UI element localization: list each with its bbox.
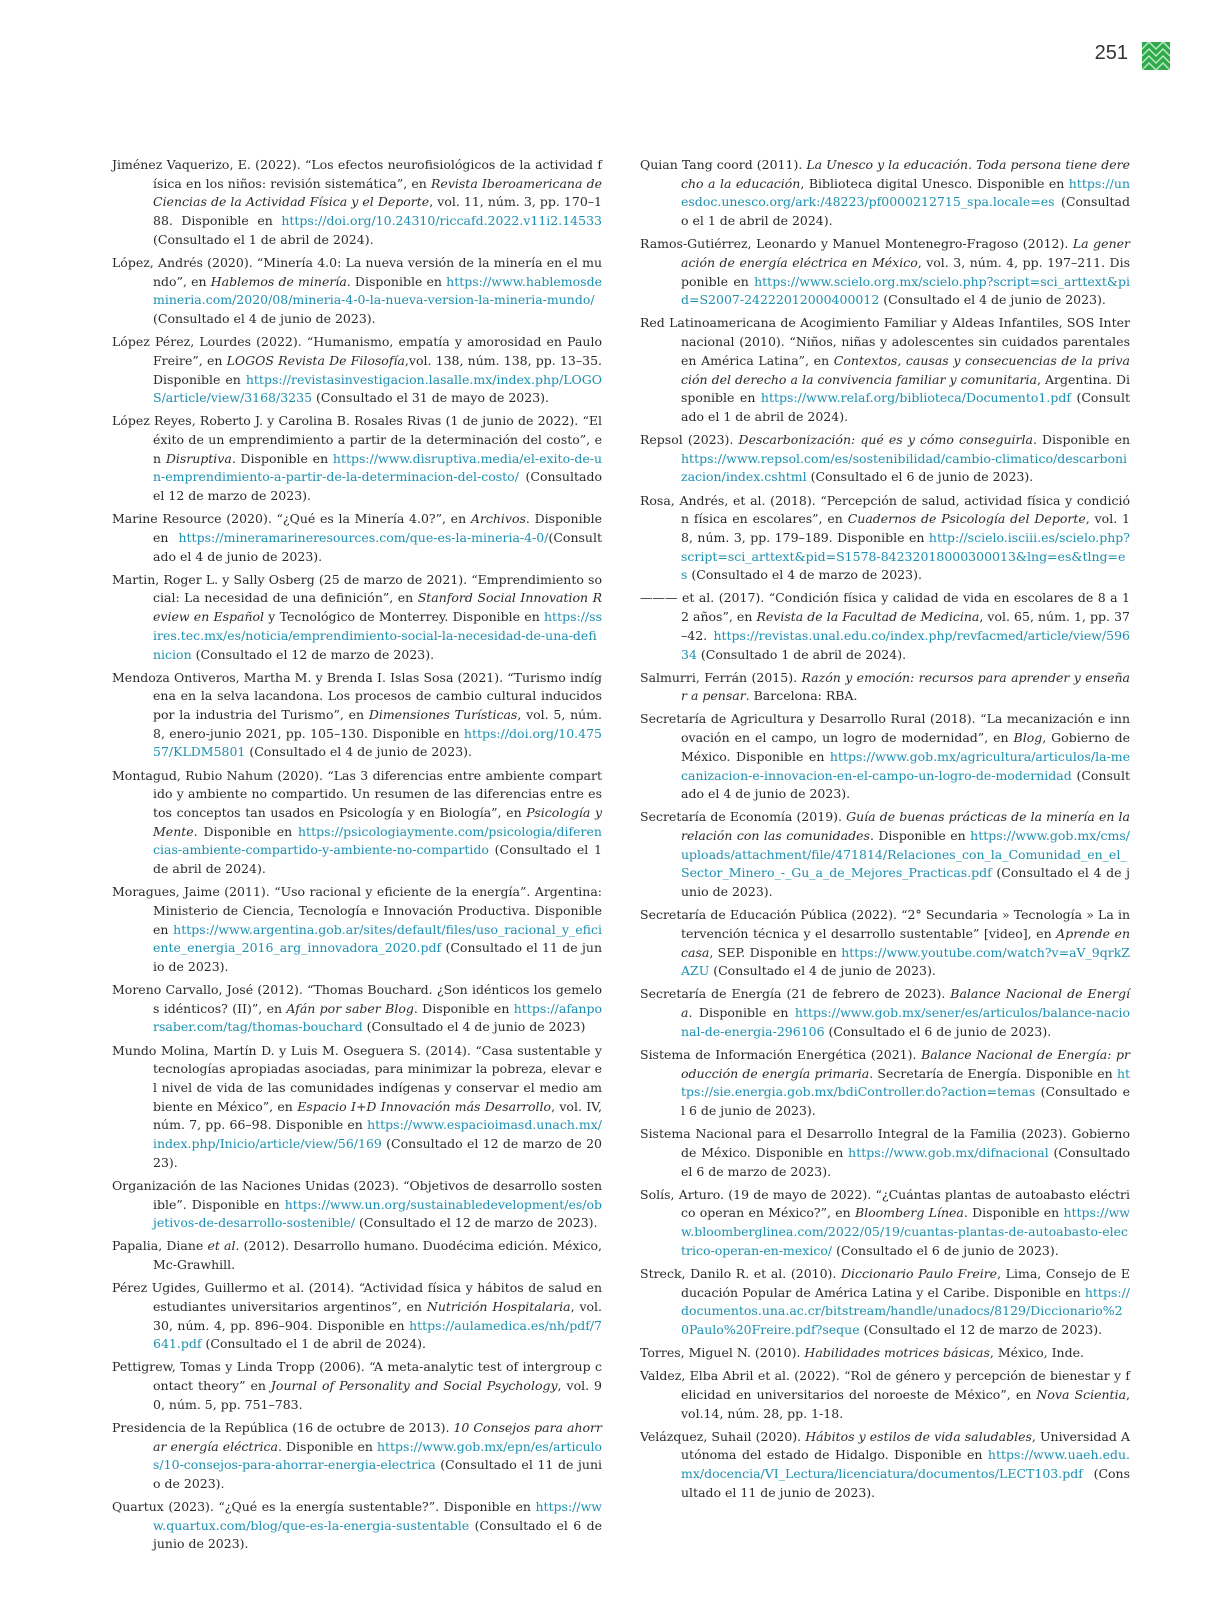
reference-link[interactable]: https://unesdoc.unesco.org/ark:/48223/pf0000212715_spa.locale=es [681,175,1130,210]
reference-title: Revista de la Facultad de Medicina [756,609,980,625]
reference-title: Contextos, causas y consecuencias de la privación del derecho a la convivencia familiar y comunitaria [681,352,1130,387]
reference-title: Archivos [470,511,526,527]
reference-entry [640,1265,1130,1340]
reference-link[interactable]: https://www.un.org/sustainabledevelopment/es/objetivos-de-desarrollo-sostenible/ [153,1196,602,1231]
reference-entry [112,333,602,408]
reference-consulted: (Consultado el 6 de junio de 2023). [832,1242,1059,1258]
reference-entry [112,669,602,763]
reference-consulted: (Consultado el 6 de marzo de 2023). [681,1144,1130,1179]
references-columns [112,156,1130,1559]
reference-link[interactable]: https://aulamedica.es/nh/pdf/7641.pdf [153,1317,602,1352]
reference-link[interactable]: https://ssires.tec.mx/es/noticia/emprendimiento-social-la-necesidad-de-una-definicion [153,609,602,662]
reference-link[interactable]: https://www.relaf.org/biblioteca/Documento1.pdf [760,390,1071,406]
reference-consulted: (Consultado el 12 de marzo de 2023). [355,1215,598,1231]
reference-link[interactable]: https://doi.org/10.24310/riccafd.2022.v11i2.14533 [281,213,602,229]
reference-title: Diccionario Paulo Freire [841,1265,998,1281]
reference-text: Solís, Arturo. (19 de mayo de 2022). “¿Cuántas plantas de autoabasto eléctrico operan en México?”, en [640,1186,1130,1221]
reference-consulted: (Consultado el 11 de junio de 2023). [153,940,602,974]
reference-consulted: (Consultado el 4 de marzo de 2023). [687,567,922,583]
reference-entry [112,510,602,566]
reference-title: Psicología y Mente [153,804,603,839]
reference-text: , vol. 65, núm. 1, pp. 37–42. [681,609,1130,643]
reference-consulted: (Consultado 1 de abril de 2024). [696,646,907,662]
reference-consulted: (Consultado el 6 de junio de 2023). [806,469,1034,485]
reference-entry [640,1367,1130,1423]
reference-text: Streck, Danilo R. et al. (2010). [640,1265,842,1281]
reference-consulted: (Consultado el 12 de marzo de 2023). [153,469,602,504]
reference-text: . Disponible en [963,1205,1064,1221]
reference-text: , Biblioteca digital Unesco. Disponible en [800,175,1069,191]
reference-text: . Disponible en [193,823,298,839]
reference-link[interactable]: https://www.argentina.gob.ar/sites/default/files/uso_racional_y_eficiente_energia_2016_arg_innovadora_2020.pdf [153,921,602,956]
reference-text: . Disponible en [278,1438,377,1454]
reference-title: Bloomberg Línea [854,1205,964,1221]
reference-entry [640,589,1130,664]
reference-link[interactable]: https://www.uaeh.edu.mx/docencia/VI_Lectura/licenciatura/documentos/LECT103.pdf [681,1447,1130,1482]
reference-consulted: (Consultado el 11 de junio de 2023). [153,1457,602,1491]
reference-entry [112,1279,602,1354]
reference-entry [640,314,1130,426]
reference-text: , vol. 3, núm. 4, pp. 197–211. Disponible en [681,254,1130,289]
reference-text: , Gobierno de México. Disponible en [681,730,1131,764]
reference-entry [112,571,602,665]
reference-link[interactable]: https://revistasinvestigacion.lasalle.mx/index.php/LOGOS/article/view/3168/3235 [153,371,602,406]
reference-text: . Disponible en [231,450,333,466]
reference-consulted: (Consultado el 4 de junio de 2023) [362,1019,586,1035]
reference-text: Ramos-Gutiérrez, Leonardo y Manuel Montenegro-Fragoso (2012). [640,236,1073,252]
reference-link[interactable]: https://www.bloomberglinea.com/2022/05/19/cuantas-plantas-de-autoabasto-electrico-operan-en-mexico/ [681,1205,1130,1258]
reference-title: Habilidades motrices básicas [804,1345,990,1361]
reference-text: , SEP. Disponible en [709,944,842,960]
reference-link[interactable]: https://www.hablemosdemineria.com/2020/08/mineria-4-0-la-nueva-version-la-mineria-mundo/ [153,273,602,308]
reference-text: Mundo Molina, Martín D. y Luis M. Oseguera S. (2014). “Casa sustentable y tecnologías apropiadas asociadas, para minimizar la pobreza, elevar el nivel de vida de las comunidades indígenas y conservar el medio ambiente en México”, en [112,1042,602,1114]
reference-consulted: (Consultado el 4 de junio de 2023). [153,529,602,564]
reference-title: Afán por saber Blog [286,1000,414,1016]
reference-text: ,vol. 138, núm. 138, pp. 13–35. Disponible en [153,352,602,387]
reference-link[interactable]: https://revistas.unal.edu.co/index.php/revfacmed/article/view/59634 [681,627,1130,662]
reference-consulted: (Consultado el 11 de junio de 2023). [681,1466,1130,1500]
reference-text: , vol. 11, núm. 3, pp. 170–188. Disponible en [153,194,602,229]
reference-text: Velázquez, Suhail (2020). [640,1428,806,1444]
reference-title: Nutrición Hospitalaria [426,1298,571,1314]
reference-entry [112,981,602,1037]
reference-link[interactable]: https://www.disruptiva.media/el-exito-de-un-emprendimiento-a-partir-de-la-determinacion-del-costo/ [153,450,603,485]
reference-consulted: (Consultado el 12 de marzo de 2023). [191,646,435,662]
reference-title: Revista Iberoamericana de Ciencias de la Actividad Física y el Deporte [153,175,603,210]
reference-link[interactable]: https://www.gob.mx/epn/es/articulos/10-consejos-para-ahorrar-energia-electrica [153,1438,603,1473]
reference-text: , Lima, Consejo de Educación Popular de América Latina y el Caribe. Disponible en [681,1265,1130,1300]
reference-text: Moragues, Jaime (2011). “Uso racional y eficiente de la energía”. Argentina: Ministerio de Ciencia, Tecnología e Innovación Productiva. Disponible en [112,884,602,937]
reference-text: . Barcelona: RBA. [745,688,858,704]
reference-text: , vol. 90, núm. 5, pp. 751–783. [153,1378,602,1412]
reference-title: Balance Nacional de Energía: producción de energía primaria [681,1046,1130,1081]
reference-link[interactable]: https://www.repsol.com/es/sostenibilidad/cambio-climatico/descarbonizacion/index.cshtml [681,450,1128,485]
reference-consulted: (Consultado el 12 de marzo de 2023). [153,1136,602,1170]
reference-link[interactable]: http://scielo.isciii.es/scielo.php?script=sci_arttext&pid=S1578-84232018000300013&lng=es&tlng=es [681,529,1130,583]
reference-title: Hablemos de minería [210,273,347,289]
reference-title: et al. [207,1238,240,1254]
reference-entry [640,1046,1130,1121]
reference-text: López Pérez, Lourdes (2022). “Humanismo, empatía y amorosidad en Paulo Freire”, en [112,334,602,368]
reference-consulted: (Consultado el 4 de junio de 2023). [879,292,1106,308]
reference-text: López, Andrés (2020). “Minería 4.0: La nueva versión de la minería en el mundo”, en [112,254,602,289]
reference-link[interactable]: https://documentos.una.ac.cr/bitstream/handle/unadocs/8129/Diccionario%20Paulo%20Freire.pdf?seque [681,1284,1130,1337]
reference-link[interactable]: https://www.quartux.com/blog/que-es-la-energia-sustentable [153,1499,602,1533]
reference-consulted: (Consultado el 4 de junio de 2023). [681,865,1130,900]
reference-consulted: (Consultado el 1 de abril de 2024). [681,390,1130,424]
reference-text: Quian Tang coord (2011). [640,157,807,172]
reference-text: Quartux (2023). “¿Qué es la energía sustentable?”. Disponible en [112,1499,536,1515]
reference-entry [640,1125,1130,1181]
reference-text: Red Latinoamericana de Acogimiento Familiar y Aldeas Infantiles, SOS Internacional (2010). “Niños, niñas y adolescentes sin cuidados parentales en América Latina”, en [640,315,1130,368]
reference-entry [112,883,602,977]
reference-text: , Universidad Autónoma del estado de Hidalgo. Disponible en [681,1428,1130,1463]
reference-title: La generación de energía eléctrica en México [681,236,1130,270]
reference-text: Sistema de Información Energética (2021). [640,1046,922,1062]
reference-text: Jiménez Vaquerizo, E. (2022). “Los efectos neurofisiológicos de la actividad física en los niños: revisión sistemática”, en [112,157,602,191]
reference-link[interactable]: https://sie.energia.gob.mx/bdiController.do?action=temas [681,1065,1131,1100]
references-left-column [112,156,602,1559]
reference-link[interactable]: https://www.gob.mx/difnacional [848,1144,1049,1160]
reference-entry [640,1186,1130,1261]
reference-entry [640,808,1130,902]
reference-text: Secretaría de Economía (2019). [640,809,847,825]
reference-entry [640,906,1130,981]
reference-text: , vol. 18, núm. 3, pp. 179–189. Disponible en [681,511,1130,545]
reference-title: Espacio I+D Innovación más Desarrollo [297,1098,552,1114]
reference-link[interactable]: https://www.gob.mx/cms/uploads/attachment/file/471814/Relaciones_con_la_Comunidad_en_el_Sector_Minero_-_Gu_a_de_Mejores_Practicas.pdf [681,828,1130,881]
reference-entry [112,412,602,506]
reference-text: , vol. IV, núm. 7, pp. 66–98. Disponible en [153,1098,603,1133]
reference-title: 10 Consejos para ahorrar energía eléctrica [153,1419,602,1454]
reference-link[interactable]: https://www.gob.mx/sener/es/articulos/balance-nacional-de-energia-296106 [681,1005,1130,1039]
reference-entry [112,156,602,250]
reference-entry [112,1237,602,1274]
reference-link[interactable]: https://afanporsaber.com/tag/thomas-bouchard [153,1000,602,1035]
reference-consulted: (Consultado el 6 de junio de 2023). [824,1023,1052,1039]
green-pattern-square-icon [1142,42,1170,70]
reference-consulted: (Consultado el 31 de mayo de 2023). [312,390,549,406]
page-number: 251 [1094,42,1128,64]
reference-entry [640,1428,1130,1503]
reference-text: Presidencia de la República (16 de octubre de 2013). [112,1419,454,1435]
reference-link[interactable]: https://doi.org/10.47557/KLDM5801 [153,725,602,760]
reference-text: , vol. 30, núm. 4, pp. 896–904. Disponible en [153,1298,603,1333]
reference-text: Pettigrew, Tomas y Linda Tropp (2006). “A meta-analytic test of intergroup contact theory” en [112,1359,602,1394]
reference-text: Rosa, Andrés, et al. (2018). “Percepción de salud, actividad física y condición física en escolares”, en [640,492,1130,527]
reference-consulted: (Consultado el 4 de junio de 2023). [153,311,376,327]
reference-text: Marine Resource (2020). “¿Qué es la Minería 4.0?”, en [112,511,471,527]
reference-text: Sistema Nacional para el Desarrollo Integral de la Familia (2023). Gobierno de México. Disponible en [640,1126,1130,1160]
reference-link[interactable]: https://www.youtube.com/watch?v=aV_9qrkZAZU [681,944,1130,979]
reference-text: . Disponible en [413,1000,514,1016]
reference-text: Secretaría de Agricultura y Desarrollo Rural (2018). “La mecanización e innovación en el campo, un logro de modernidad”, en [640,711,1130,746]
reference-text: y Tecnológico de Monterrey. Disponible en [264,609,544,625]
reference-link[interactable]: https://www.gob.mx/agricultura/articulos/la-mecanizacion-e-innovacion-en-el-campo-un-logro-de-modernidad [681,748,1130,783]
reference-text: . Secretaría de Energía. Disponible en [869,1065,1117,1081]
reference-entry [112,1498,602,1554]
reference-title: La Unesco y la educación. Toda persona tiene derecho a la educación [681,157,1130,191]
reference-title: Blog [1013,730,1043,746]
reference-entry [112,1042,602,1173]
reference-title: Aprende en casa [681,925,1131,960]
reference-entry [112,767,602,879]
reference-title: Nova Scientia [1036,1386,1127,1402]
reference-consulted: (Consultado el 4 de junio de 2023). [681,767,1130,802]
reference-title: Razón y emoción: recursos para aprender y enseñar a pensar [681,669,1131,704]
reference-title: Guía de buenas prácticas de la minería en la relación con las comunidades [681,809,1130,844]
references-right-column [640,156,1130,1559]
reference-entry [640,235,1130,310]
reference-title: Journal of Personality and Social Psychology [270,1378,558,1394]
reference-consulted: (Consultado el 6 de junio de 2023). [153,1517,602,1552]
reference-text: Torres, Miguel N. (2010). [640,1345,805,1361]
reference-entry [112,1419,602,1494]
reference-link[interactable]: https://psicologiaymente.com/psicologia/diferencias-ambiente-compartido-y-ambiente-no-compartido [153,823,602,858]
reference-text: ——— et al. (2017). “Condición física y calidad de vida en escolares de 8 a 12 años”, en [640,590,1130,625]
reference-title: Disruptiva [165,450,232,466]
reference-entry [640,669,1130,706]
reference-text: Mendoza Ontiveros, Martha M. y Brenda I. Islas Sosa (2021). “Turismo indígena en la selva lacandona. Los procesos de cambio cultural inducidos por la industria del Turismo”, en [112,669,602,723]
reference-text: Repsol (2023). [640,432,739,448]
reference-title: Stanford Social Innovation Review en Español [153,590,602,625]
reference-text: , Argentina. Disponible en [681,371,1130,406]
reference-text: , vol. 5, núm. 8, enero-junio 2021, pp. 105–130. Disponible en [153,707,603,741]
reference-text: Salmurri, Ferrán (2015). [640,669,802,685]
reference-title: Cuadernos de Psicología del Deporte [847,511,1086,527]
reference-entry [640,710,1130,804]
reference-consulted: (Consultado el 12 de marzo de 2023). [859,1321,1103,1337]
reference-consulted: (Consultado el 1 de abril de 2024). [153,842,602,877]
reference-text: , México, Inde. [989,1345,1084,1361]
reference-text: Secretaría de Energía (21 de febrero de 2023). [640,986,951,1002]
reference-text: Moreno Carvallo, José (2012). “Thomas Bouchard. ¿Son idénticos los gemelos idénticos? (II)”, en [112,982,602,1016]
reference-title: LOGOS Revista De Filosofía [226,352,405,368]
reference-consulted: (Consultado el 4 de junio de 2023). [709,963,936,979]
reference-text: . Disponible en [688,1005,795,1021]
reference-title: Descarbonización: qué es y cómo conseguirla [738,432,1033,448]
reference-text: . Disponible en [1032,432,1131,448]
reference-consulted: (Consultado el 1 de abril de 2024). [681,194,1130,229]
reference-text: Pérez Ugides, Guillermo et al. (2014). “Actividad física y hábitos de salud en estudiantes universitarios argentinos”, en [112,1280,602,1314]
reference-entry [640,431,1130,487]
reference-text: Secretaría de Educación Pública (2022). “2° Secundaria » Tecnología » La intervención técnica y el desarrollo sustentable” [video], en [640,907,1130,941]
reference-text: López Reyes, Roberto J. y Carolina B. Rosales Rivas (1 de junio de 2022). “El éxito de un emprendimiento a partir de la determinación del costo”, en [112,413,602,466]
reference-text: (2012). Desarrollo humano. Duodécima edición. México, Mc-Grawhill. [153,1238,602,1273]
reference-entry [112,1358,602,1414]
reference-text: Martin, Roger L. y Sally Osberg (25 de marzo de 2021). “Emprendimiento social: La necesidad de una definición”, en [112,571,602,606]
reference-text: Valdez, Elba Abril et al. (2022). “Rol de género y percepción de bienestar y felicidad en universitarios del noroeste de México”, en [640,1368,1130,1402]
reference-text: . Disponible en [869,828,971,844]
reference-title: Balance Nacional de Energía [681,986,1130,1021]
reference-text: . Disponible en [346,273,447,289]
reference-title: Dimensiones Turísticas [368,707,518,723]
reference-entry [112,1177,602,1233]
reference-title: Hábitos y estilos de vida saludables [805,1428,1032,1444]
reference-entry [640,1344,1130,1363]
reference-link[interactable]: https://www.scielo.org.mx/scielo.php?script=sci_arttext&pid=S2007-24222012000400012 [681,273,1130,308]
reference-text: Papalia, Diane [112,1238,208,1254]
reference-entry [112,254,602,329]
reference-consulted: (Consultado el 6 de junio de 2023). [681,1084,1130,1119]
reference-entry [640,985,1130,1041]
reference-link[interactable]: https://www.espacioimasd.unach.mx/index.php/Inicio/article/view/56/169 [153,1117,602,1152]
reference-text: Organización de las Naciones Unidas (2023). “Objetivos de desarrollo sostenible”. Disponible en [112,1177,602,1212]
reference-text: Montagud, Rubio Nahum (2020). “Las 3 diferencias entre ambiente compartido y ambiente no compartido. Un resumen de las diferencias entre estos conceptos tan usados en Psicología y en Biología”, en [112,767,602,820]
reference-entry [640,156,1130,231]
reference-consulted: (Consultado el 1 de abril de 2024). [201,1336,426,1352]
reference-text: . Disponible en [153,511,602,545]
reference-link[interactable]: https://mineramarineresources.com/que-es-la-mineria-4-0/ [178,529,549,545]
reference-text: , vol.14, núm. 28, pp. 1-18. [681,1386,1131,1421]
reference-consulted: (Consultado el 4 de junio de 2023). [245,744,472,760]
reference-entry [640,492,1130,586]
reference-consulted: (Consultado el 1 de abril de 2024). [153,231,374,247]
